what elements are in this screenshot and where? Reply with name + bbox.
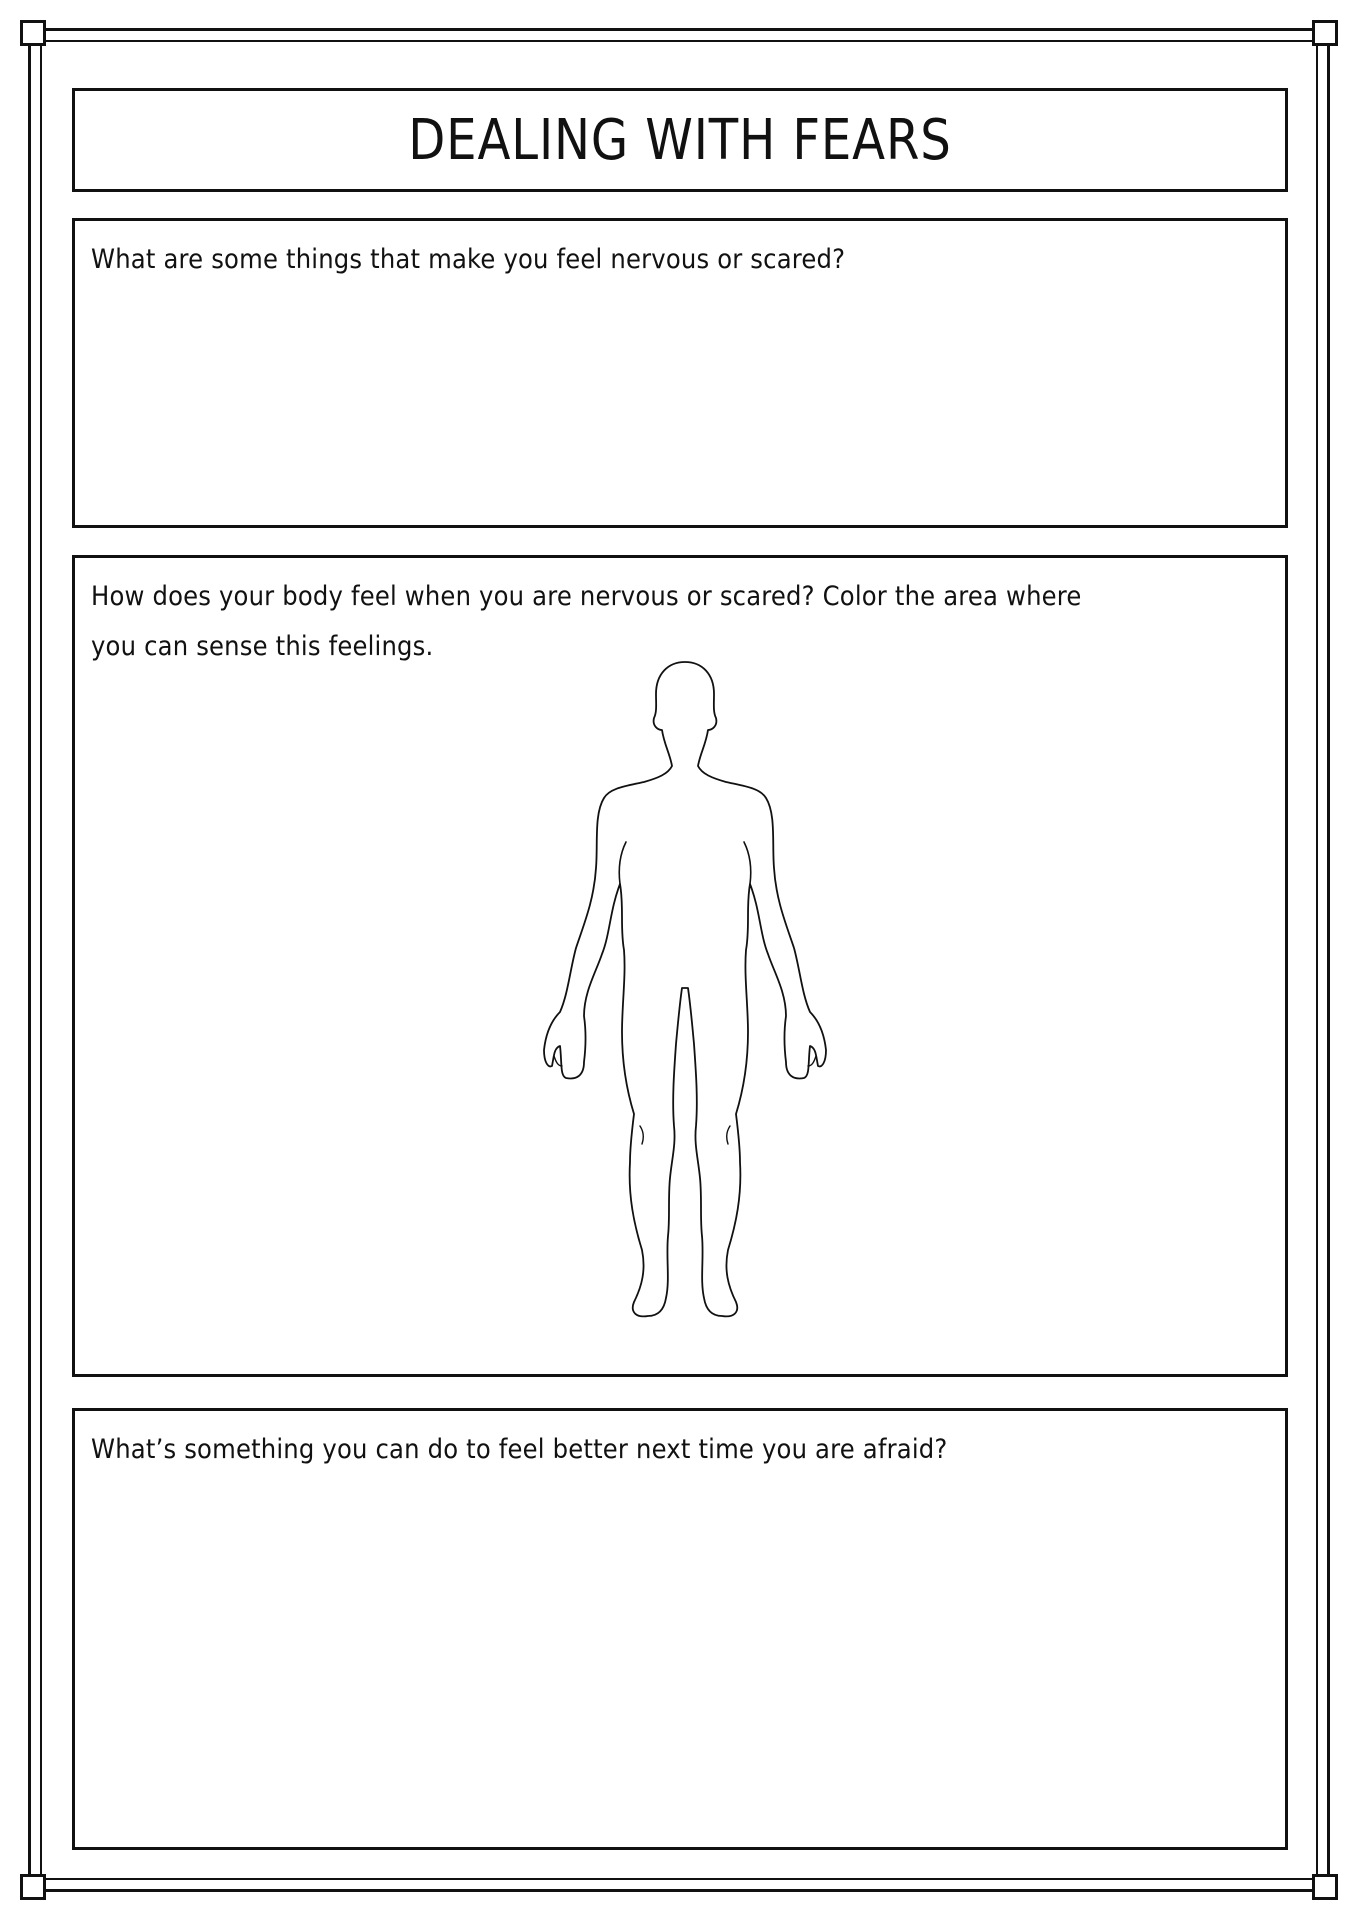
question-box-body-feelings[interactable]	[72, 555, 1288, 1377]
corner-square-bottom-left	[20, 1874, 46, 1900]
question-prompt-2: How does your body feel when you are nervous or scared? Color the area where you can sense this feelings.	[91, 581, 1082, 662]
question-box-feel-better[interactable]	[72, 1408, 1288, 1850]
corner-square-top-right	[1312, 20, 1338, 46]
corner-square-bottom-right	[1312, 1874, 1338, 1900]
question-prompt-3: What’s something you can do to feel better next time you are afraid?	[91, 1434, 948, 1465]
question-prompt-1: What are some things that make you feel nervous or scared?	[91, 244, 846, 275]
title-box	[72, 88, 1288, 192]
worksheet-title: DEALING WITH FEARS	[408, 107, 952, 173]
corner-square-top-left	[20, 20, 46, 46]
human-body-outline-icon[interactable]	[540, 658, 830, 1338]
question-box-things-that-scare[interactable]	[72, 218, 1288, 528]
